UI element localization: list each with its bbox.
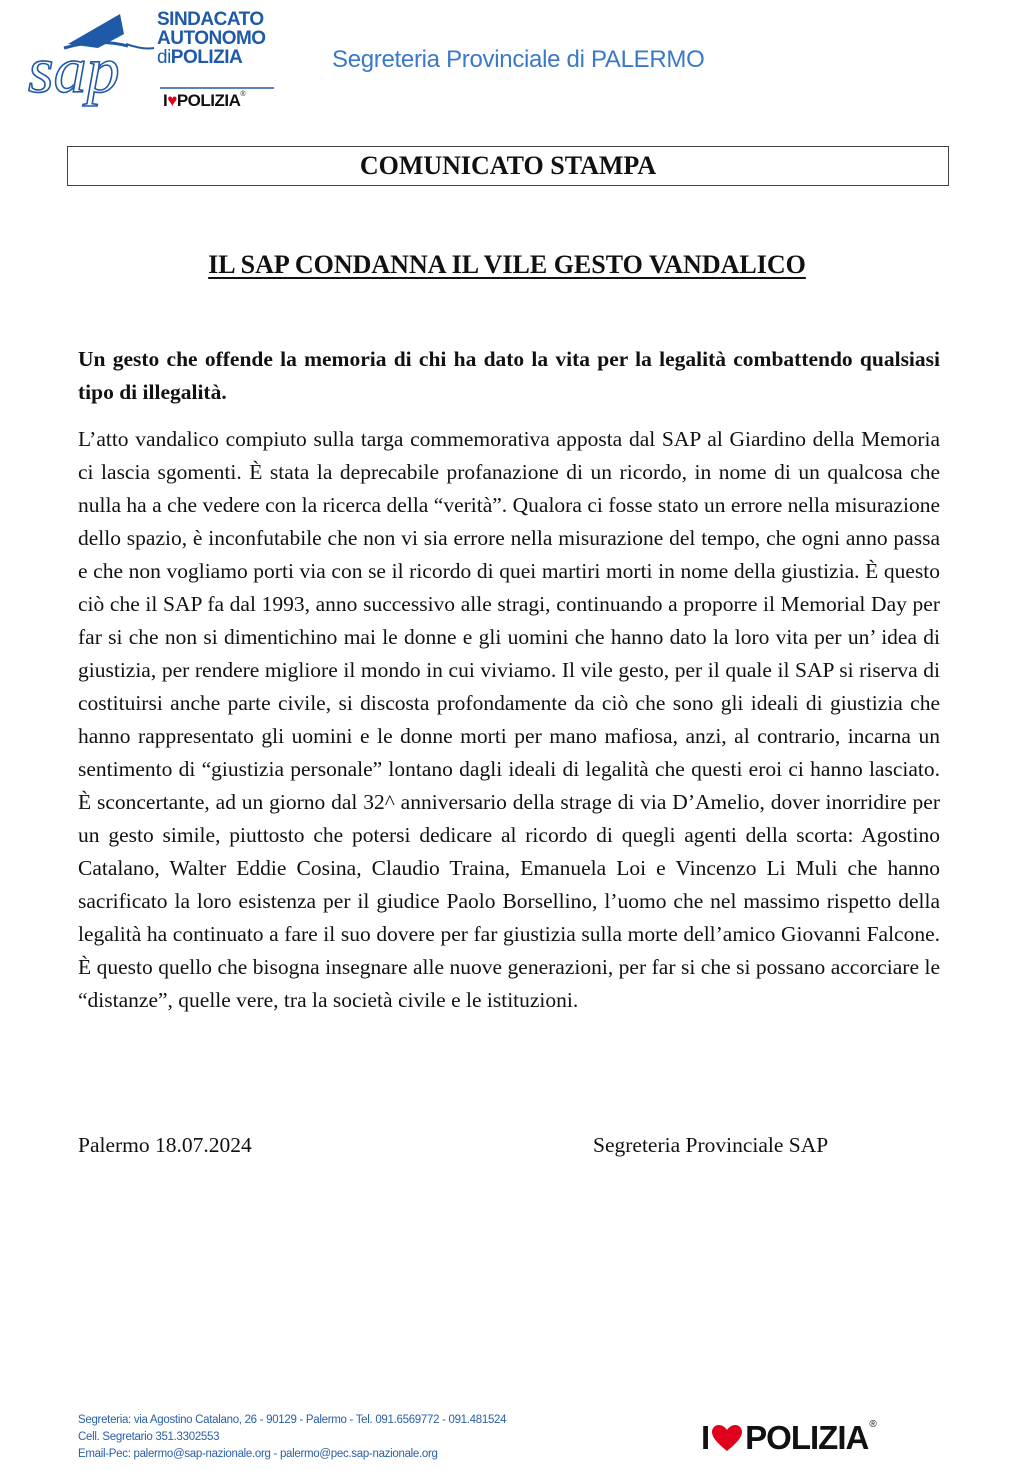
org-line-3-prefix: di [157, 47, 171, 68]
document-title-text: IL SAP CONDANNA IL VILE GESTO VANDALICO [208, 250, 806, 279]
signature: Segreteria Provinciale SAP [593, 1133, 829, 1157]
lead-paragraph: Un gesto che offende la memoria di chi ha dato la vita per la legalità combattendo qualsiasi tipo di illegalità. [78, 347, 940, 404]
segreteria-heading: Segreteria Provinciale di PALERMO [332, 46, 705, 73]
document-title [0, 250, 1014, 280]
footer-contacts [78, 1412, 506, 1463]
footer-registered-mark: ® [869, 1419, 876, 1430]
svg-text:sap: sap [28, 34, 120, 107]
footer-address: Segreteria: via Agostino Catalano, 26 - 90129 - Palermo - Tel. 091.6569772 - 091.481524 [78, 1414, 507, 1426]
body-paragraph: L’atto vandalico compiuto sulla targa commemorativa apposta dal SAP al Giardino della Memoria ci lascia sgomenti. È stata la deprecabile profanazione di un ricordo, in nome di un qualcosa che nulla ha a che vedere con la ricerca della “verità”. Qualora ci fosse stato un errore nella misurazione dello spazio, è inconfutabile che non vi sia errore nella misurazione del tempo, che ogni anno passa e che non vogliamo porti via con se il ricordo di quei martiri morti in nome della giustizia. È questo ciò che il SAP fa dal 1993, anno successivo alle stragi, continuando a proporre il Memorial Day per far si che non si dimentichino mai le donne e gli uomini che hanno dato la loro vita per un’ idea di giustizia, per rendere migliore il mondo in cui viviamo. Il vile gesto, per il quale il SAP si riserva di costituirsi anche parte civile, si discosta profondamente da ciò che sono gli ideali di giustizia che hanno rappresentato gli uomini e le donne morti per mano mafiosa, anzi, al contrario, incarna un sentimento di “giustizia personale” lontano dagli ideali di legalità che questi eroi ci hanno lasciato. È sconcertante, ad un giorno dal 32^ anniversario della strage di via D’Amelio, dover inorridire per un gesto simile, piuttosto che potersi dedicare al ricordo di quegli agenti della scorta: Agostino Catalano, Walter Eddie Cosina, Claudio Traina, Emanuela Loi e Vincenzo Li Muli che hanno sacrificato la loro esistenza per il giudice Paolo Borsellino, l’uomo che nel massimo rispetto della legalità ha continuato a fare il suo dovere per far giustizia sulla morte dell’amico Giovanni Falcone. È questo quello che bisogna insegnare alle nuove generazioni, per far si che si possano accorciare le “distanze”, quelle vere, tra la società civile e le istituzioni. [78, 427, 940, 1012]
footer-email: Email-Pec: palermo@sap-nazionale.org - palermo@pec.sap-nazionale.org [78, 1448, 438, 1460]
org-name [157, 10, 266, 67]
logo-i: I [163, 91, 168, 110]
press-release-box [67, 146, 949, 186]
logo-word: POLIZIA [176, 91, 241, 110]
org-line-2: AUTONOMO [157, 28, 266, 49]
i-love-polizia-small-logo [163, 91, 245, 111]
org-line-3 [157, 48, 266, 67]
org-line-1: SINDACATO [157, 9, 264, 30]
org-line-3-word: POLIZIA [170, 47, 243, 68]
heart-icon: ♥ [167, 91, 177, 110]
place-date: Palermo 18.07.2024 [78, 1133, 252, 1157]
footer-cell: Cell. Segretario 351.3302553 [78, 1431, 220, 1443]
footer-logo-i: I [701, 1419, 710, 1456]
press-release-label: COMUNICATO STAMPA [359, 151, 657, 180]
letterhead [0, 0, 1014, 125]
registered-mark: ® [240, 91, 246, 98]
heart-icon [711, 1424, 743, 1452]
i-love-polizia-logo [701, 1419, 876, 1457]
footer-logo-word: POLIZIA [745, 1419, 869, 1456]
